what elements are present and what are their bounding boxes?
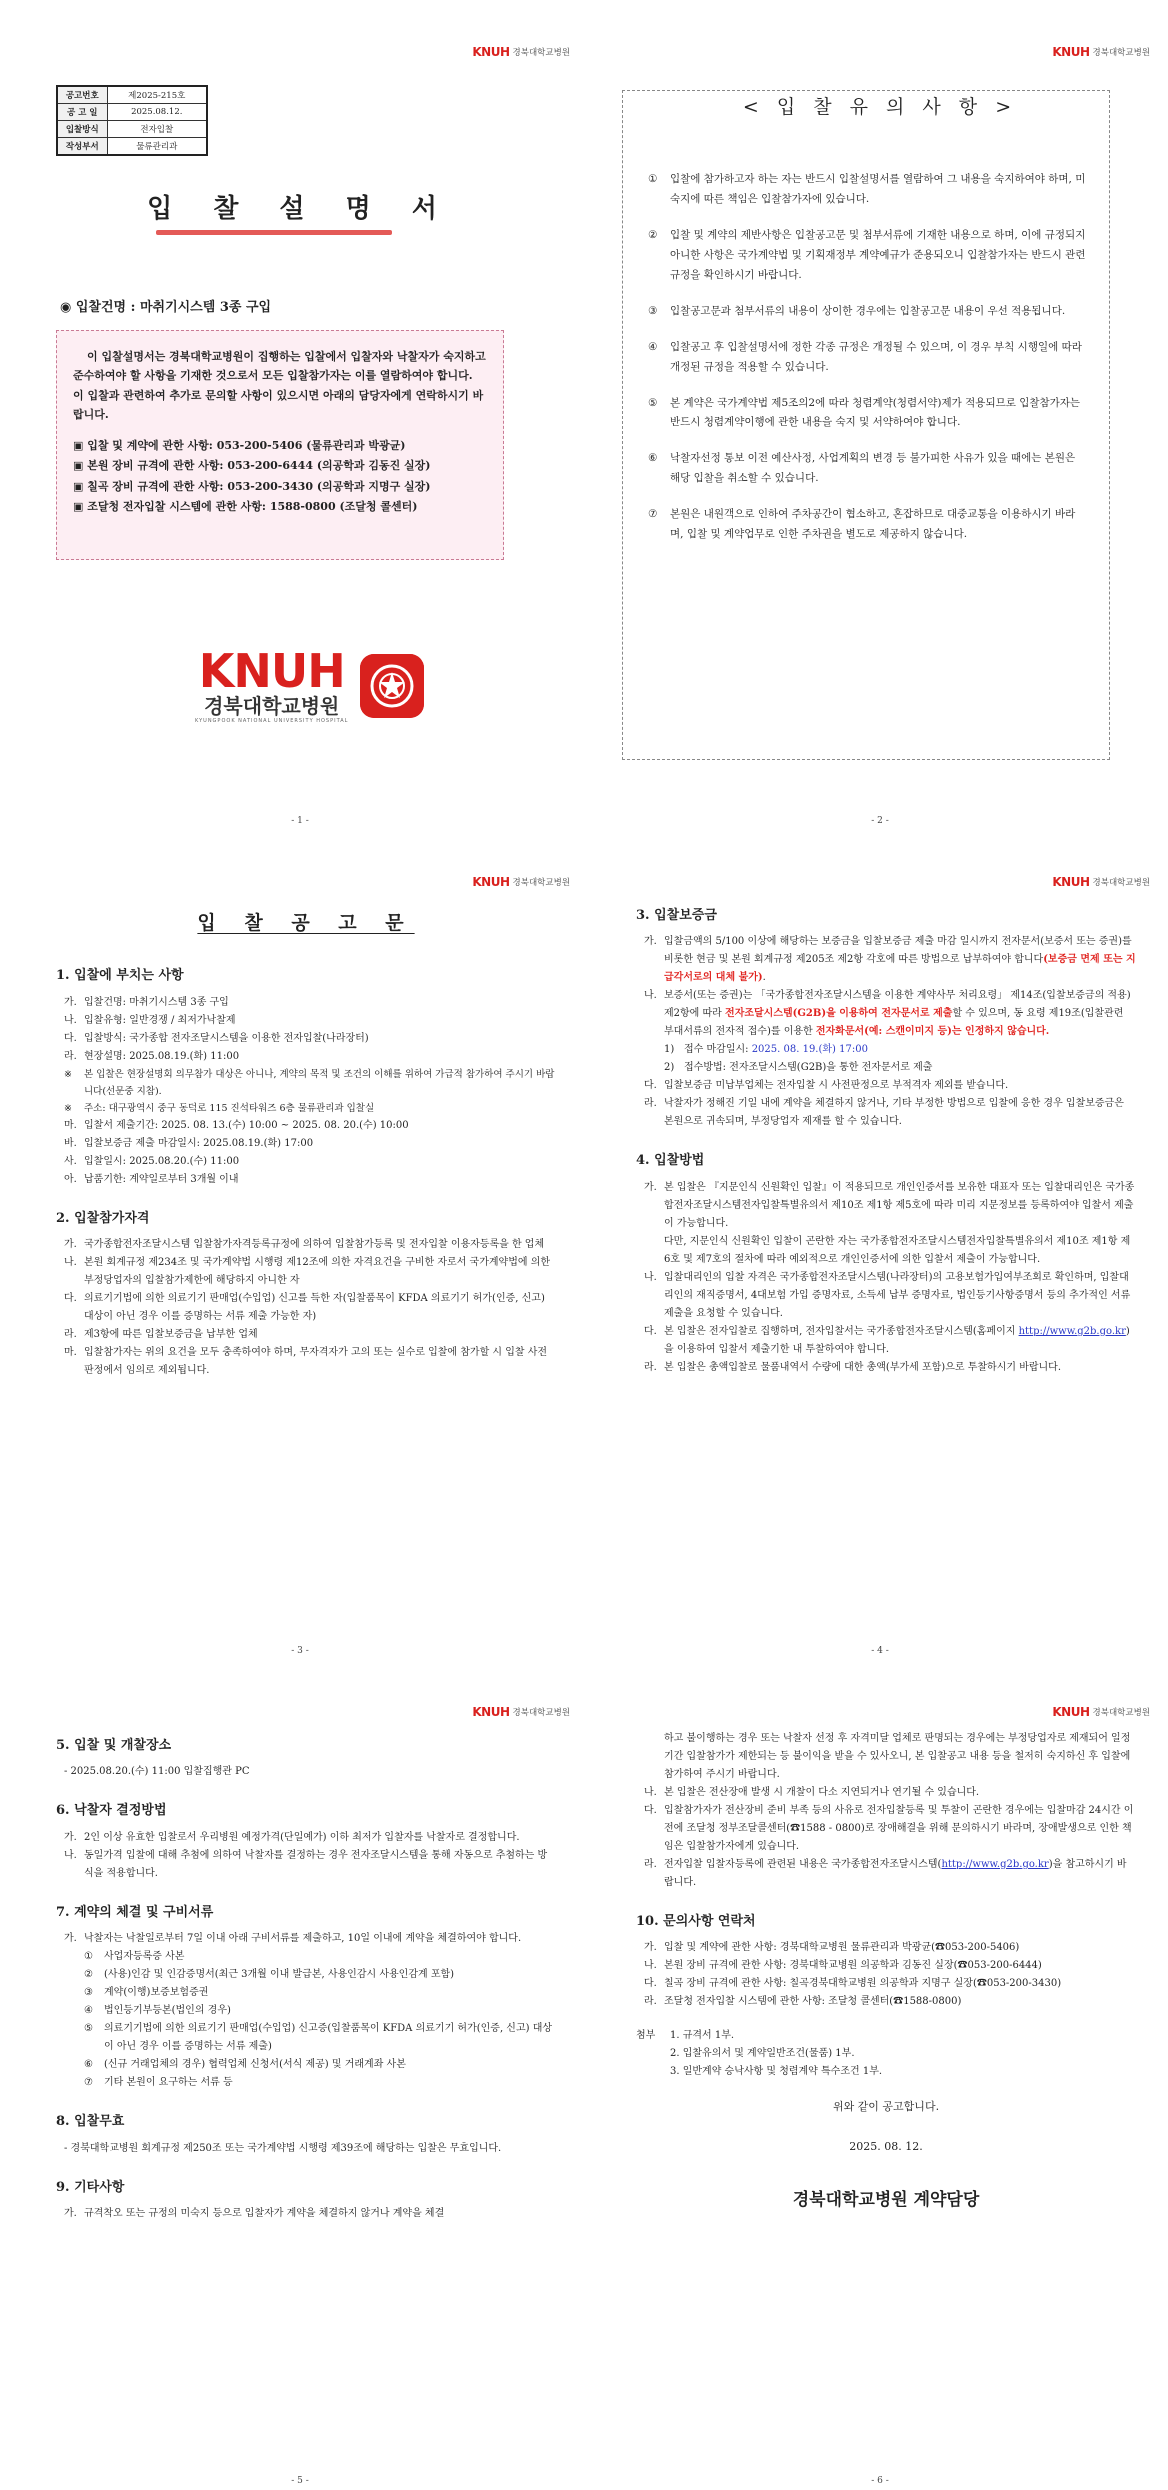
sub-text: 법인등기부등본(법인의 경우) <box>104 2005 231 2017</box>
header-hospital: 경북대학교병원 <box>1092 1708 1150 1718</box>
item-label: 나. <box>64 1014 77 1026</box>
list-item <box>64 2140 556 2158</box>
list-item <box>648 338 1088 378</box>
item-label: 나. <box>644 1960 657 1972</box>
header-brand: KNUH <box>1052 45 1090 59</box>
header-hospital: 경북대학교병원 <box>1092 878 1150 888</box>
item-label: 라. <box>644 1098 657 1110</box>
item-text <box>664 1856 1136 1892</box>
meta-row <box>57 86 207 104</box>
sub-label: ③ <box>84 1987 93 1999</box>
text-run: 할 수 있으며, 동 요령 제19조(입찰관련 부대서류의 전자적 접수)를 이용한 <box>664 1008 1124 1038</box>
list-item <box>644 1802 1136 1856</box>
list-item <box>644 987 1136 1041</box>
attachment-item: 2. 입찰유의서 및 계약일반조건(물품) 1부. <box>670 2048 855 2060</box>
item-label: 나. <box>644 1271 657 1283</box>
item-label: 사. <box>64 1155 77 1167</box>
list-item <box>64 1930 556 1948</box>
item-text <box>664 1323 1136 1359</box>
item-text <box>664 933 1136 987</box>
item-label: 라. <box>64 1050 77 1062</box>
sub-item <box>84 2002 556 2020</box>
precautions-list <box>648 170 1088 561</box>
attachment-item: 1. 규격서 1부. <box>670 2030 735 2042</box>
item-number: ③ <box>648 304 658 317</box>
item-text: 입찰에 참가하고자 하는 자는 반드시 입찰설명서를 열람하여 그 내용을 숙지하여야 하며, 미숙지에 따른 책임은 입찰참가자에 있습니다. <box>670 173 1086 205</box>
sub-text: 계약(이행)보증보험증권 <box>104 1987 209 1999</box>
g2b-link[interactable]: http://www.g2b.go.kr <box>1018 1325 1126 1337</box>
item-text: 입찰 및 계약에 관한 사항: 경북대학교병원 물류관리과 박광균(☎053-200-5406) <box>664 1942 1020 1954</box>
page-number: - 1 - <box>291 816 309 826</box>
section-heading: 3. 입찰보증금 <box>636 908 717 923</box>
item-number: ② <box>648 228 658 241</box>
page-header <box>1052 1705 1150 1719</box>
text-run: . <box>762 972 766 984</box>
page-number: - 4 - <box>871 1646 889 1656</box>
header-hospital: 경북대학교병원 <box>512 48 570 58</box>
item-text: 입찰공고문과 첨부서류의 내용이 상이한 경우에는 입찰공고문 내용이 우선 적용됩니다. <box>670 304 1066 317</box>
text-run: 본 입찰은 『지문인식 신원확인 입찰』이 적용되므로 개인인증서를 보유한 대표자 또는 입찰대리인은 국가종합전자조달시스템전자입찰특별유의서 제10조 제1항 제5호에 따라 미리 지문정보를 등록하여야 입찰서 제출이 가능합니다. <box>664 1181 1135 1229</box>
text-run: )을 참고하시기 바랍니다. <box>664 1859 1127 1888</box>
item-text: 입찰유형: 일반경쟁 / 최저가낙찰제 <box>84 1014 236 1026</box>
sub-text: (신규 거래업체의 경우) 협력업체 신청서(서식 제공) 및 거래계좌 사본 <box>104 2059 406 2071</box>
sub-item <box>84 1948 556 1966</box>
page-header <box>472 875 570 889</box>
page-header <box>472 1705 570 1719</box>
notice-meta-table <box>56 85 208 156</box>
item-text: 동일가격 입찰에 대해 추첨에 의하여 낙찰자를 결정하는 경우 전자조달시스템을 통해 자동으로 추첨하는 방식을 적용합니다. <box>84 1849 548 1879</box>
header-brand: KNUH <box>1052 875 1090 889</box>
page-header <box>1052 45 1150 59</box>
item-text: 입찰서 제출기간: 2025. 08. 13.(수) 10:00 ~ 2025. 08. 20.(수) 10:00 <box>84 1119 409 1131</box>
item-label: 마. <box>64 1347 77 1359</box>
item-number: ① <box>648 173 658 185</box>
list-item <box>64 1326 556 1344</box>
list-item <box>648 170 1088 210</box>
list-item <box>644 1975 1136 1993</box>
list-item <box>64 1344 556 1380</box>
list-item <box>648 302 1088 322</box>
intro-box <box>56 330 504 560</box>
precautions-title: < 입 찰 유 의 사 항 > <box>742 96 1018 118</box>
page-header <box>472 45 570 59</box>
item-text: 입찰일시: 2025.08.20.(수) 11:00 <box>84 1155 240 1167</box>
item-text: 국가종합전자조달시스템 입찰참가자격등록규정에 의하여 입찰참가등록 및 전자입찰 이용자등록을 한 업체 <box>84 1239 545 1251</box>
sub-label: 2) <box>664 1062 675 1074</box>
item-label: 마. <box>64 1119 77 1131</box>
list-item <box>64 1012 556 1030</box>
logo-wordmark <box>195 644 349 724</box>
list-item <box>644 1784 1136 1802</box>
item-text: 칠곡 장비 규격에 관한 사항: 칠곡경북대학교병원 의공학과 지명구 실장(☎053-200-3430) <box>664 1978 1062 1990</box>
meta-value: 전자입찰 <box>107 121 207 138</box>
item-text: 입찰참가자는 위의 요건을 모두 충족하여야 하며, 무자격자가 고의 또는 실수로 입찰에 참가할 시 입찰 사전판정에서 임의로 제외됩니다. <box>84 1347 548 1377</box>
g2b-link[interactable]: http://www.g2b.go.kr <box>941 1859 1049 1870</box>
item-text: 조달청 전자입찰 시스템에 관한 사항: 조달청 콜센터(☎1588-0800) <box>664 1996 962 2008</box>
sub-label: 1) <box>664 1044 675 1056</box>
page-content <box>636 1730 1136 2216</box>
warning-text: 전자화문서(예: 스캔이미지 등)는 인정하지 않습니다. <box>815 1026 1050 1038</box>
logo-korean: 경북대학교병원 <box>204 694 340 718</box>
sub-label: ① <box>84 1951 93 1963</box>
item-label: 가. <box>64 1933 77 1945</box>
page-header <box>1052 875 1150 889</box>
header-hospital: 경북대학교병원 <box>512 1708 570 1718</box>
list-item <box>64 1153 556 1171</box>
list-item <box>644 1730 1136 1784</box>
item-text: 입찰대리인의 입찰 자격은 국가종합전자조달시스템(나라장터)의 고용보험가입여부조회로 확인하며, 입찰대리인의 재직증명서, 4대보험 가입 증명자료, 소득세 납부 증명자료, 법인등기사항증명서 등의 추가적인 서류 제출을 요청할 수 있습니다. <box>664 1271 1131 1319</box>
item-text: 본 입찰은 총액입찰로 물품내역서 수량에 대한 총액(부가세 포함)으로 투찰하시기 바랍니다. <box>664 1361 1062 1373</box>
sub-text: 기타 본원이 요구하는 서류 등 <box>104 2077 233 2089</box>
note-item <box>64 1100 556 1117</box>
section-heading: 1. 입찰에 부치는 사항 <box>56 968 184 984</box>
bid-subject: ◉ 입찰건명 : 마취기시스템 3종 구입 <box>60 300 272 315</box>
sub-item <box>84 1984 556 2002</box>
deadline-value: 2025. 08. 19.(화) 17:00 <box>751 1044 868 1056</box>
item-text: 본 계약은 국가계약법 제5조의2에 따라 청렴계약(청렴서약)제가 적용되므로 입찰참가자는 반드시 청렴계약이행에 관한 내용을 숙지 및 서약하여야 합니다. <box>670 396 1081 429</box>
item-text: - 2025.08.20.(수) 11:00 입찰집행관 PC <box>64 1766 250 1778</box>
item-text: 낙찰자는 낙찰일로부터 7일 이내 아래 구비서류를 제출하고, 10일 이내에 계약을 체결하여야 합니다. <box>84 1933 522 1945</box>
item-text: 납품기한: 계약일로부터 3개월 이내 <box>84 1173 239 1185</box>
item-label: 나. <box>644 990 657 1002</box>
item-text: 입찰방식: 국가종합 전자조달시스템을 이용한 전자입찰(나라장터) <box>84 1032 369 1044</box>
announcement-title: 입 찰 공 고 문 <box>197 912 415 934</box>
list-item <box>64 1254 556 1290</box>
hospital-emblem-icon <box>360 654 424 718</box>
sub-item <box>664 1041 1136 1059</box>
sub-item <box>84 2020 556 2056</box>
meta-key: 작성부서 <box>57 138 107 156</box>
item-text: 입찰보증금 제출 마감일시: 2025.08.19.(화) 17:00 <box>84 1137 314 1149</box>
sub-item <box>84 2056 556 2074</box>
item-label: 다. <box>64 1032 77 1044</box>
list-item <box>644 1269 1136 1323</box>
list-item <box>64 1135 556 1153</box>
item-label: 가. <box>644 1181 657 1193</box>
logo-english: KYUNGPOOK NATIONAL UNIVERSITY HOSPITAL <box>195 718 349 724</box>
list-item <box>64 1847 556 1883</box>
item-text: 본원 회계규정 제234조 및 국가계약법 시행령 제12조에 의한 자격요건을 구비한 자로서 국가계약법에 의한 부정당업자의 입찰참가제한에 해당하지 아니한 자 <box>84 1257 551 1287</box>
sub-text: 의료기기법에 의한 의료기기 판매업(수입업) 신고증(입찰품목이 KFDA 의료기기 허가(인증, 신고) 대상이 아닌 경우 이를 증명하는 서류 제출) <box>104 2023 553 2053</box>
text-run: 본 입찰은 전자입찰로 집행하며, 전자입찰서는 국가종합전자조달시스템(홈페이지 <box>664 1325 1019 1337</box>
list-item <box>648 449 1088 489</box>
item-text: - 경북대학교병원 회계규정 제250조 또는 국가계약법 시행령 제39조에 해당하는 입찰은 무효입니다. <box>64 2142 502 2154</box>
item-label: 다. <box>644 1080 657 1092</box>
list-item <box>64 1117 556 1135</box>
item-text: 본원은 내원객으로 인하여 주차공간이 협소하고, 혼잡하므로 대중교통을 이용하시기 바라며, 입찰 및 계약업무로 인한 주차권을 별도로 제공하지 않습니다. <box>670 508 1076 541</box>
list-item <box>648 394 1088 434</box>
sub-text: (사용)인감 및 인감증명서(최근 3개월 이내 발급본, 사용인감시 사용인감계 포함) <box>104 1969 455 1981</box>
page-1 <box>30 30 570 830</box>
page-3 <box>30 860 570 1660</box>
item-number: ④ <box>648 340 658 353</box>
meta-key: 공고번호 <box>57 86 107 104</box>
hospital-logo <box>195 644 424 724</box>
contact-line: ▣ 본원 장비 규격에 관한 사항: 053-200-6444 (의공학과 김동진 실장) <box>73 459 431 473</box>
item-label: 다. <box>644 1325 657 1337</box>
item-label: 다. <box>644 1978 657 1990</box>
meta-row <box>57 104 207 121</box>
meta-value: 2025.08.12. <box>107 104 207 121</box>
note-item <box>64 1066 556 1100</box>
item-label: 나. <box>64 1257 77 1269</box>
list-item <box>64 1236 556 1254</box>
list-item <box>64 2205 556 2223</box>
item-text: 입찰공고 후 입찰설명서에 정한 각종 규정은 개정될 수 있으며, 이 경우 부칙 시행일에 따라 개정된 규정을 적용할 수 있습니다. <box>670 340 1082 373</box>
section-heading: 9. 기타사항 <box>56 2179 125 2195</box>
item-label: 라. <box>644 1361 657 1373</box>
section-heading: 6. 낙찰자 결정방법 <box>56 1803 167 1819</box>
note-text: 주소: 대구광역시 중구 동덕로 115 진석타워즈 6층 물류관리과 입찰실 <box>84 1102 375 1114</box>
item-label: 다. <box>644 1805 657 1816</box>
item-label: 가. <box>644 1942 657 1954</box>
item-label: 나. <box>644 1787 657 1798</box>
list-item <box>64 1763 556 1781</box>
item-label: 아. <box>64 1173 77 1185</box>
header-hospital: 경북대학교병원 <box>1092 48 1150 58</box>
item-text: 입찰 및 계약의 제반사항은 입찰공고문 및 첨부서류에 기재한 내용으로 하며, 이에 규정되지 아니한 사항은 국가계약법 및 기획재정부 계약예규가 준용되오니 입찰참가자는 반드시 관련 규정을 확인하시기 바랍니다. <box>670 228 1086 281</box>
sub-text <box>684 1041 1136 1059</box>
header-brand: KNUH <box>1052 1705 1090 1719</box>
list-item <box>644 1095 1136 1131</box>
closing-date: 2025. 08. 12. <box>849 2140 923 2154</box>
section-heading: 8. 입찰무효 <box>56 2114 125 2130</box>
page-number: - 2 - <box>871 816 889 826</box>
section-heading: 5. 입찰 및 개찰장소 <box>56 1738 172 1753</box>
item-label: 가. <box>64 1239 77 1251</box>
page-content <box>56 1730 556 2223</box>
signature: 경북대학교병원 계약담당 <box>792 2189 980 2210</box>
list-item <box>644 1179 1136 1269</box>
section-heading: 2. 입찰참가자격 <box>56 1210 150 1226</box>
item-label: 라. <box>64 1329 77 1341</box>
list-item <box>64 1829 556 1847</box>
item-label: 가. <box>64 996 77 1008</box>
item-text: 규격착오 또는 규정의 미숙지 등으로 입찰자가 계약을 체결하지 않거나 계약을 체결 <box>84 2207 445 2219</box>
meta-row <box>57 138 207 156</box>
logo-mark: KNUH <box>198 644 345 698</box>
closing-statement: 위와 같이 공고합니다. <box>832 2100 940 2114</box>
attachment-item: 3. 일반계약 승낙사항 및 청렴계약 특수조건 1부. <box>670 2066 883 2078</box>
item-number: ⑤ <box>648 396 658 409</box>
attachments-list <box>670 2027 1136 2081</box>
list-item <box>64 1171 556 1189</box>
list-item <box>644 1957 1136 1975</box>
page-number: - 5 - <box>291 2476 309 2486</box>
title-underline <box>156 230 392 235</box>
item-label: 다. <box>64 1293 77 1305</box>
item-text: 입찰보증금 미납부업체는 전자입찰 시 사전판정으로 부적격자 제외를 받습니다. <box>664 1080 1009 1092</box>
header-brand: KNUH <box>472 45 510 59</box>
item-label: 나. <box>64 1849 77 1861</box>
meta-value: 물류관리과 <box>107 138 207 156</box>
list-item <box>644 933 1136 987</box>
item-text: 입찰참가자가 전산장비 준비 부족 등의 사유로 전자입찰등록 및 투찰이 곤란한 경우에는 입찰마감 24시간 이전에 조달청 정부조달콜센터(☎1588 - 0800)로 장애해결을 위해 문의하시기 바라며, 장애발생으로 인한 책임은 입찰참가자에게 있습니다. <box>664 1805 1134 1852</box>
list-item <box>644 1359 1136 1377</box>
page-content <box>56 900 556 1380</box>
item-label: 가. <box>64 2207 77 2219</box>
sub-label: ④ <box>84 2005 93 2017</box>
warning-text: (보증금 면제 또는 지급각서로의 대체 불가) <box>664 954 1136 984</box>
page-4 <box>610 860 1150 1660</box>
meta-key: 공 고 일 <box>57 104 107 121</box>
item-text <box>664 987 1136 1041</box>
page-number: - 6 - <box>871 2476 889 2486</box>
item-number: ⑥ <box>648 452 658 465</box>
attachments-label: 첨부 <box>636 2030 656 2042</box>
section-heading: 4. 입찰방법 <box>636 1153 705 1169</box>
list-item <box>64 1290 556 1326</box>
meta-row <box>57 121 207 138</box>
page-5 <box>30 1690 570 2490</box>
item-label <box>644 1730 664 1784</box>
sub-text: 접수방법: 전자조달시스템(G2B)을 통한 전자문서로 제출 <box>684 1062 933 1074</box>
item-label: 가. <box>64 1831 77 1843</box>
sub-text: 사업자등록증 사본 <box>104 1951 185 1963</box>
item-text: 낙찰자선정 통보 이전 예산사정, 사업계획의 변경 등 불가피한 사유가 있을 때에는 본원은 해당 입찰을 취소할 수 있습니다. <box>670 452 1076 485</box>
text-run: )을 이용하여 입찰서 제출기한 내 투찰하여야 합니다. <box>664 1325 1130 1355</box>
sub-label: ② <box>84 1969 93 1981</box>
list-item <box>644 1077 1136 1095</box>
document-title: 입 찰 설 명 서 <box>147 194 453 224</box>
item-text: 하고 불이행하는 경우 또는 낙찰자 선정 후 자격미달 업체로 판명되는 경우에는 부정당업자로 제재되어 일정기간 입찰참가가 제한되는 등 불이익을 받을 수 있사오니, 본 입찰공고 내용 등을 철저히 숙지하신 후 입찰에 참가하여 주시기 바랍니다. <box>664 1733 1131 1780</box>
contact-line: ▣ 입찰 및 계약에 관한 사항: 053-200-5406 (물류관리과 박광균) <box>73 439 406 452</box>
sub-label: ⑤ <box>84 2023 93 2035</box>
header-hospital: 경북대학교병원 <box>512 878 570 888</box>
list-item <box>644 1856 1136 1892</box>
item-text: 현장설명: 2025.08.19.(화) 11:00 <box>84 1050 240 1062</box>
sub-item <box>84 1966 556 1984</box>
list-item <box>64 1030 556 1048</box>
item-text: 의료기기법에 의한 의료기기 판매업(수입업) 신고를 득한 자(입찰품목이 KFDA 의료기기 허가(인증, 신고) 대상이 아닌 경우 이를 증명하는 서류 제출 가능한 자) <box>84 1293 545 1323</box>
section-heading: 7. 계약의 체결 및 구비서류 <box>56 1904 214 1920</box>
text-run: 보증서(또는 증권)는 「국가종합전자조달시스템을 이용한 계약사무 처리요령」 제14조(입찰보증금의 적용) 제2항에 따라 <box>664 990 1131 1020</box>
item-text: 2인 이상 유효한 입찰로서 우리병원 예정가격(단일예가) 이하 최저가 입찰자를 낙찰자로 결정합니다. <box>84 1831 520 1843</box>
sub-label: ⑦ <box>84 2077 93 2089</box>
sub-item <box>664 1059 1136 1077</box>
item-label: 가. <box>644 936 657 948</box>
list-item <box>644 1939 1136 1957</box>
page-6 <box>610 1690 1150 2490</box>
page-number: - 3 - <box>291 1646 309 1656</box>
meta-key: 입찰방식 <box>57 121 107 138</box>
note-text: 본 입찰은 현장설명회 의무참가 대상은 아니나, 계약의 목적 및 조건의 이해를 위하여 가급적 참가하여 주시기 바랍니다(선문중 지참). <box>84 1068 555 1097</box>
item-label: 라. <box>644 1859 657 1870</box>
item-text: 입찰건명: 마취기시스템 3종 구입 <box>84 996 229 1008</box>
header-brand: KNUH <box>472 1705 510 1719</box>
text-run: 전자입찰 입찰자등록에 관련된 내용은 국가종합전자조달시스템( <box>664 1859 942 1870</box>
item-text: 제3항에 따른 입찰보증금을 납부한 업체 <box>84 1329 258 1341</box>
item-text: 본 입찰은 전산장애 발생 시 개찰이 다소 지연되거나 연기될 수 있습니다. <box>664 1787 980 1798</box>
list-item <box>644 1323 1136 1359</box>
text-run: 다만, 지문인식 신원확인 입찰이 곤란한 자는 국가종합전자조달시스템전자입찰특별유의서 제10조 제1항 제6호 및 제7호의 절차에 따라 예외적으로 개인인증서에 의한 입찰서 제출이 가능합니다. <box>664 1235 1131 1265</box>
attachments <box>636 2027 1136 2081</box>
warning-text: 전자조달시스템(G2B)을 이용하여 전자문서로 제출 <box>725 1008 953 1020</box>
note-mark: ※ <box>64 1068 72 1080</box>
item-label: 라. <box>644 1996 657 2008</box>
sub-label: ⑥ <box>84 2059 93 2071</box>
text-run: 입찰금액의 5/100 이상에 해당하는 보증금을 입찰보증금 제출 마감 일시까지 전자문서(보증서 또는 증권)를 비롯한 현금 및 본원 회계규정 제205조 제2항 각호에 따른 방법으로 납부하여야 합니다 <box>664 936 1132 966</box>
text-run: 접수 마감일시: <box>684 1044 752 1056</box>
header-brand: KNUH <box>472 875 510 889</box>
note-mark: ※ <box>64 1102 72 1114</box>
list-item <box>648 505 1088 545</box>
item-number: ⑦ <box>648 508 658 521</box>
item-text: 낙찰자가 정해진 기일 내에 계약을 체결하지 않거나, 기타 부정한 방법으로 입찰에 응한 경우 입찰보증금은 본원으로 귀속되며, 부정당업자 제재를 할 수 있습니다. <box>664 1098 1124 1128</box>
section-heading: 10. 문의사항 연락처 <box>636 1914 756 1929</box>
item-label: 바. <box>64 1137 77 1149</box>
list-item <box>648 226 1088 286</box>
item-text <box>664 1179 1136 1269</box>
list-item <box>644 1993 1136 2011</box>
page-content <box>636 900 1136 1377</box>
intro-text: 이 입찰설명서는 경북대학교병원이 집행하는 입찰에서 입찰자와 낙찰자가 숙지하고 준수하여야 할 사항을 기재한 것으로서 모든 입찰참가자는 이를 열람하여야 합니다. 이 입찰과 관련하여 추가로 문의할 사항이 있으시면 아래의 담당자에게 연락하시기 바랍니다. <box>73 350 486 421</box>
sub-item <box>84 2074 556 2092</box>
contact-line: ▣ 조달청 전자입찰 시스템에 관한 사항: 1588-0800 (조달청 콜센터) <box>73 499 418 513</box>
list-item <box>64 1048 556 1066</box>
meta-value: 제2025-215호 <box>107 86 207 104</box>
page-2 <box>610 30 1150 830</box>
list-item <box>64 994 556 1012</box>
contact-line: ▣ 칠곡 장비 규격에 관한 사항: 053-200-3430 (의공학과 지명구 실장) <box>73 479 431 493</box>
item-text: 본원 장비 규격에 관한 사항: 경북대학교병원 의공학과 김동진 실장(☎053-200-6444) <box>664 1960 1042 1972</box>
